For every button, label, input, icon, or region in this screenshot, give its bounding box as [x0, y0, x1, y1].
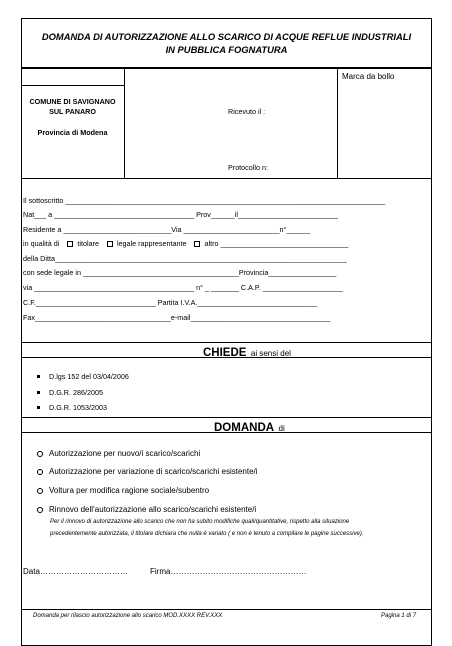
top-section-divider: [21, 178, 432, 179]
qualita-row: [23, 239, 348, 248]
law-item: D.G.R. 1053/2003: [37, 403, 107, 412]
footer-page-number: Pagina 1 di 7: [381, 613, 417, 619]
protocollo-label: Protocollo n:: [228, 163, 268, 172]
altro-field[interactable]: altro ________________________________: [204, 239, 349, 248]
footer-divider: [21, 609, 432, 610]
law-item: D.lgs 152 del 03/04/2006: [37, 372, 129, 381]
sede-field[interactable]: con sede legale in _______________________________________Provincia_________________: [23, 268, 337, 277]
comune-name-line2: SUL PANARO: [49, 107, 96, 116]
option-voltura[interactable]: Voltura per modifica ragione sociale/subentro: [37, 486, 209, 496]
chiede-bar: [21, 342, 432, 358]
cf-field[interactable]: C.F.______________________________ Partita I.V.A.______________________________: [23, 298, 318, 307]
legale-checkbox[interactable]: [107, 241, 113, 247]
option-variazione[interactable]: Autorizzazione per variazione di scarico/scarichi esistente/i: [37, 467, 258, 477]
radio-circle-icon[interactable]: [37, 507, 43, 513]
provincia-label: Provincia di Modena: [37, 128, 108, 137]
data-field[interactable]: Data……………………………: [23, 567, 128, 576]
radio-circle-icon[interactable]: [37, 488, 43, 494]
domanda-bar: [21, 417, 432, 433]
marca-da-bollo-label: Marca da bollo: [342, 72, 395, 81]
radio-circle-icon[interactable]: [37, 451, 43, 457]
option-nuovo[interactable]: Autorizzazione per nuovo/i scarico/scarichi: [37, 449, 200, 459]
bollo-divider: [337, 68, 338, 178]
comune-top-line: [21, 85, 124, 86]
sottoscritto-field[interactable]: Il sottoscritto ________________________________________________________________________________: [23, 196, 386, 205]
firma-field[interactable]: Firma……………………………………………: [150, 567, 307, 576]
option-rinnovo[interactable]: Rinnovo dell’autorizzazione allo scarico/scarichi esistente/i: [37, 505, 256, 515]
legale-label: legale rappresentante: [116, 239, 187, 248]
chiede-title: CHIEDE: [203, 347, 247, 359]
fax-field[interactable]: Fax__________________________________e-mail___________________________________: [23, 313, 331, 322]
domanda-title: DOMANDA: [214, 422, 275, 434]
footer-doc-code: Domanda per rilascio autorizzazione allo scarico MOD.XXXX REV.XXX: [33, 613, 223, 619]
altro-checkbox[interactable]: [194, 241, 200, 247]
titolare-checkbox[interactable]: [67, 241, 73, 247]
bullet-icon: [37, 406, 40, 409]
nato-field[interactable]: Nat___ a ___________________________________ Prov______il_________________________: [23, 210, 338, 219]
comune-name-line1: COMUNE DI SAVIGNANO: [29, 97, 116, 106]
titolare-label: titolare: [77, 239, 99, 248]
header-title-line2: IN PUBBLICA FOGNATURA: [165, 44, 288, 55]
rinnovo-note-line2: precedentemente autorizzata, il titolare dichiara che nulla è variato ( e non è tenuto a compilare le pagine successive).: [50, 531, 364, 537]
bullet-icon: [37, 375, 40, 378]
comune-divider: [124, 68, 125, 178]
chiede-subtitle: ai sensi del: [250, 349, 291, 358]
radio-circle-icon[interactable]: [37, 469, 43, 475]
via-field[interactable]: via ________________________________________ n° _ _______ C.A.P. ____________________: [23, 283, 343, 292]
bullet-icon: [37, 391, 40, 394]
law-item: D.G.R. 286/2005: [37, 388, 103, 397]
residente-field[interactable]: Residente a ___________________________Via ________________________n°______: [23, 225, 311, 234]
header-title-line1: DOMANDA DI AUTORIZZAZIONE ALLO SCARICO DI ACQUE REFLUE INDUSTRIALI: [41, 31, 412, 42]
in-qualita-label: in qualità di: [23, 239, 60, 248]
document-header: [21, 18, 432, 68]
rinnovo-note-line1: Per il rinnovo di autorizzazione allo scarico che non ha subito modifiche quali/quantitative, rispetto alla situazione: [50, 519, 350, 525]
domanda-subtitle: di: [278, 424, 285, 433]
ditta-field[interactable]: della Ditta_________________________________________________________________________: [23, 254, 347, 263]
ricevuto-label: Ricevuto il :: [228, 107, 266, 116]
